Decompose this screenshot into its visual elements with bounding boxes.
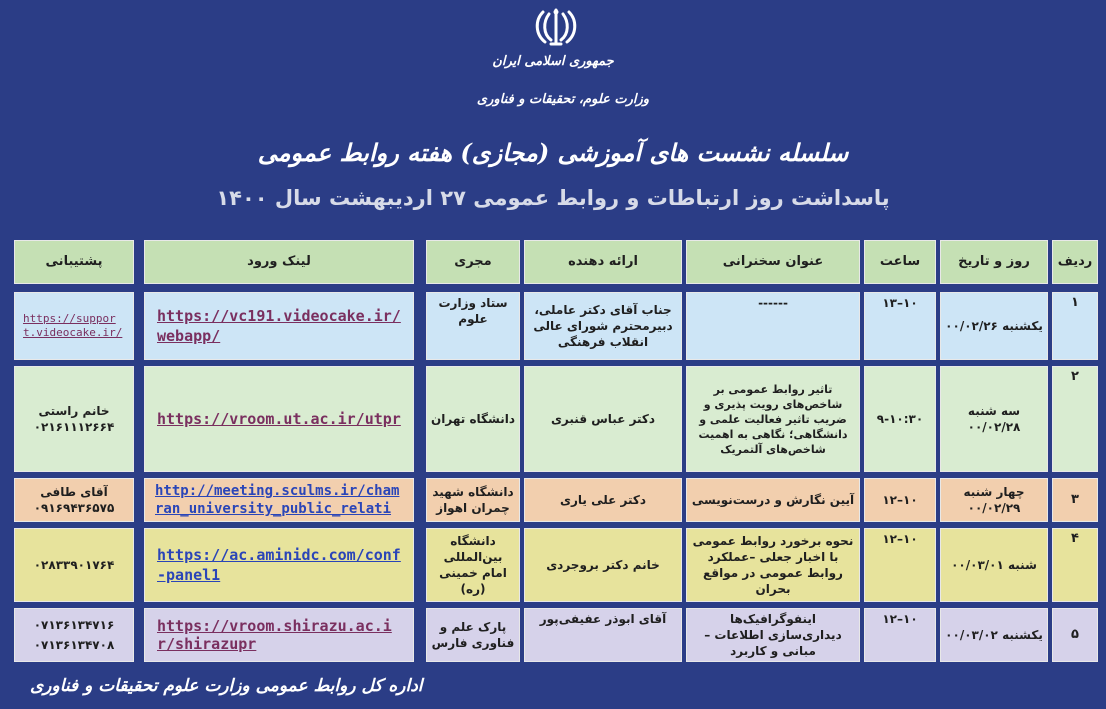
column-header-row: ردیف <box>1052 240 1098 284</box>
column-header-time: ساعت <box>864 240 936 284</box>
row-time: ۹-۱۰:۳۰ <box>864 366 936 472</box>
row-time: ۱۰–۱۲ <box>864 608 936 662</box>
row-presenter: خانم دکتر بروجردی <box>524 528 682 602</box>
join-link[interactable]: https://vroom.ut.ac.ir/utpr <box>144 366 414 472</box>
join-link[interactable]: https://vroom.shirazu.ac.ir/shirazupr <box>144 608 414 662</box>
join-link[interactable]: https://ac.aminidc.com/conf-panel1 <box>144 528 414 602</box>
row-number: ۱ <box>1052 292 1098 360</box>
ministry-name: وزارت علوم، تحقیقات و فناوری <box>476 92 650 107</box>
row-number: ۴ <box>1052 528 1098 602</box>
support-contact: آقای طافی ۰۹۱۶۹۴۳۶۵۷۵ <box>14 478 134 522</box>
row-date: چهار شنبه ۰۰/۰۲/۲۹ <box>940 478 1048 522</box>
row-presenter: دکتر عباس قنبری <box>524 366 682 472</box>
row-number: ۲ <box>1052 366 1098 472</box>
row-number: ۳ <box>1052 478 1098 522</box>
row-organizer: دانشگاه شهید چمران اهواز <box>426 478 520 522</box>
row-time: ۱۰–۱۲ <box>864 478 936 522</box>
row-organizer: پارک علم و فناوری فارس <box>426 608 520 662</box>
column-header-topic: عنوان سخنرانی <box>686 240 860 284</box>
country-name: جمهوری اسلامی ایران <box>492 54 614 69</box>
page-subtitle: پاسداشت روز ارتباطات و روابط عمومی ۲۷ اردیبهشت سال ۱۴۰۰ <box>216 186 890 210</box>
row-topic: آیین نگارش و درست‌نویسی <box>686 478 860 522</box>
row-organizer: ستاد وزارت علوم <box>426 292 520 360</box>
row-presenter: آقای ابوذر عفیفی‌پور <box>524 608 682 662</box>
row-time: ۱۰–۱۲ <box>864 528 936 602</box>
row-topic: ------ <box>686 292 860 360</box>
join-link[interactable]: https://vc191.videocake.ir/webapp/ <box>144 292 414 360</box>
row-date: سه شنبه ۰۰/۰۲/۲۸ <box>940 366 1048 472</box>
row-date: یکشنبه ۰۰/۰۳/۰۲ <box>940 608 1048 662</box>
column-header-support: پشتیبانی <box>14 240 134 284</box>
column-header-date: روز و تاریخ <box>940 240 1048 284</box>
row-organizer: دانشگاه تهران <box>426 366 520 472</box>
row-organizer: دانشگاه بین‌المللی امام خمینی (ره) <box>426 528 520 602</box>
page-title: سلسله نشست های آموزشی (مجازی) هفته روابط عمومی <box>257 138 849 167</box>
support-contact: ۰۲۸۳۳۹۰۱۷۶۴ <box>14 528 134 602</box>
row-date: شنبه ۰۰/۰۳/۰۱ <box>940 528 1048 602</box>
support-contact: ۰۷۱۳۶۱۳۴۷۱۶ ۰۷۱۳۶۱۳۴۷۰۸ <box>14 608 134 662</box>
column-header-organizer: مجری <box>426 240 520 284</box>
join-link[interactable]: http://meeting.sculms.ir/chamran_university_public_relati <box>144 478 414 522</box>
support-link[interactable]: https://support.videocake.ir/ <box>14 292 134 360</box>
row-topic: نحوه برخورد روابط عمومی با اخبار جعلی –عملکرد روابط عمومی در مواقع بحران <box>686 528 860 602</box>
row-topic: اینفوگرافیک‌ها دیداری‌سازی اطلاعات – مبانی و کاربرد <box>686 608 860 662</box>
row-presenter: دکتر علی یاری <box>524 478 682 522</box>
row-time: ۱۰–۱۳ <box>864 292 936 360</box>
row-topic: تاثیر روابط عمومی بر شاخص‌های رویت پذیری و ضریب تاثیر فعالیت علمی و دانشگاهی؛ نگاهی به اهمیت شاخص‌های آلتمریک <box>686 366 860 472</box>
footer-signature: اداره کل روابط عمومی وزارت علوم تحقیقات و فناوری <box>30 676 423 696</box>
column-header-presenter: ارائه دهنده <box>524 240 682 284</box>
column-header-link: لینک ورود <box>144 240 414 284</box>
row-presenter: جناب آقای دکتر عاملی، دبیرمحترم شورای عالی انقلاب فرهنگی <box>524 292 682 360</box>
support-contact: خانم راستی ۰۲۱۶۱۱۱۲۶۶۴ <box>14 366 134 472</box>
row-number: ۵ <box>1052 608 1098 662</box>
row-date: یکشنبه ۰۰/۰۲/۲۶ <box>940 292 1048 360</box>
